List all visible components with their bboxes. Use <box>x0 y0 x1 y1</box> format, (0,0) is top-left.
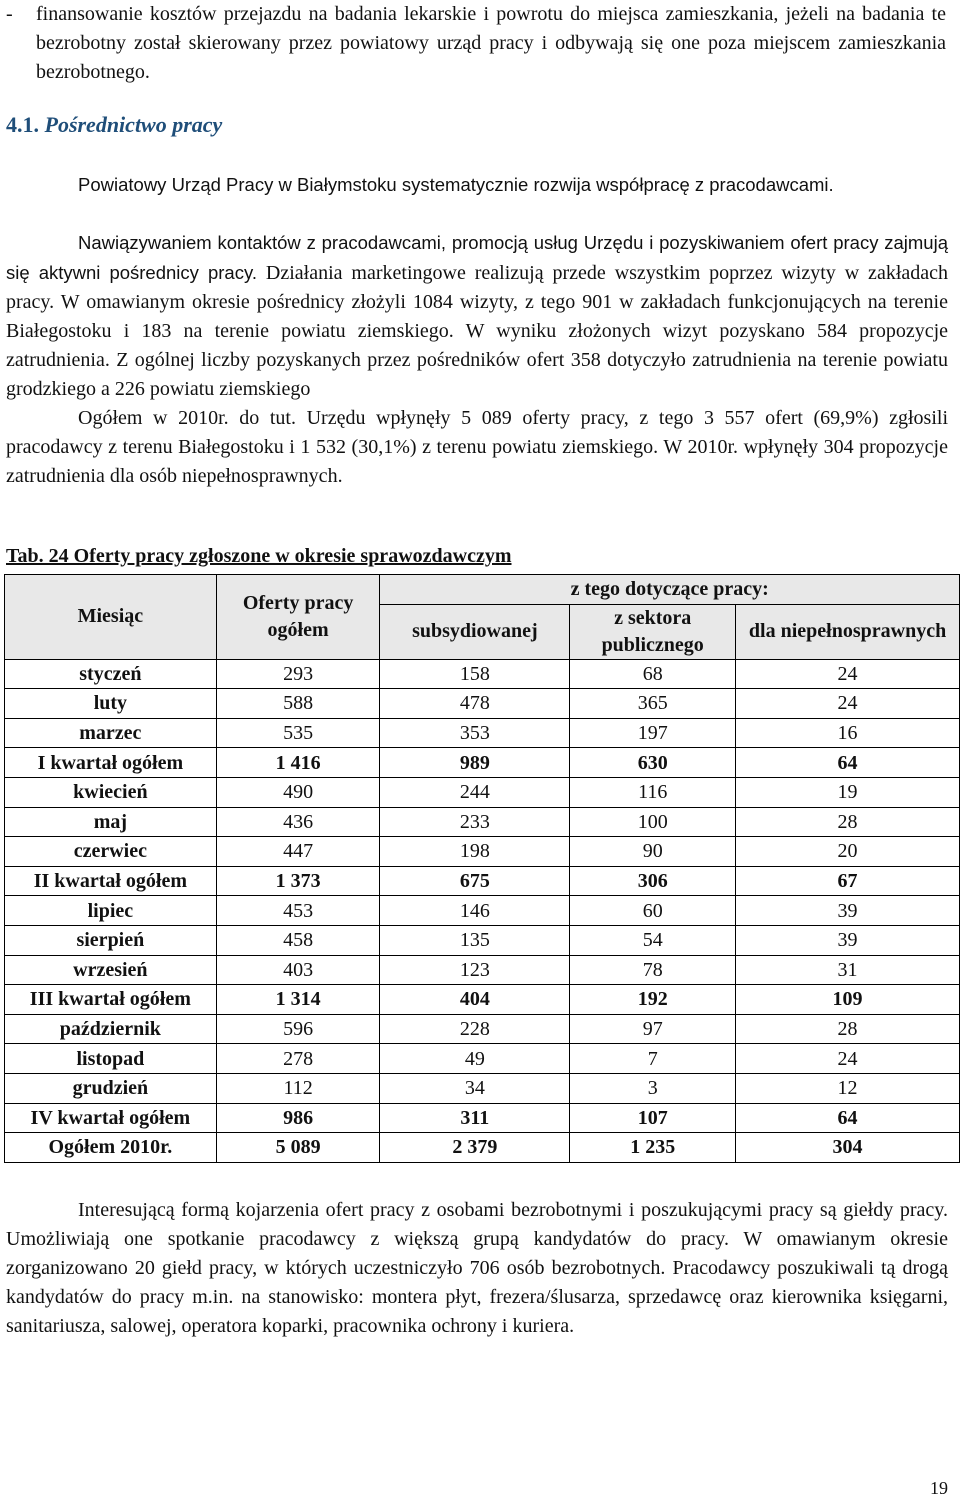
cell-month: luty <box>5 689 217 719</box>
cell-disabled: 64 <box>736 1103 960 1133</box>
cell-total: 436 <box>216 807 380 837</box>
cell-month: listopad <box>5 1044 217 1074</box>
cell-subsidized: 478 <box>380 689 570 719</box>
cell-public: 78 <box>570 955 736 985</box>
cell-total: 278 <box>216 1044 380 1074</box>
cell-subsidized: 675 <box>380 866 570 896</box>
cell-total: 535 <box>216 718 380 748</box>
cell-public: 306 <box>570 866 736 896</box>
cell-subsidized: 49 <box>380 1044 570 1074</box>
cell-disabled: 12 <box>736 1073 960 1103</box>
cell-disabled: 28 <box>736 1014 960 1044</box>
cell-month: kwiecień <box>5 777 217 807</box>
cell-month: wrzesień <box>5 955 217 985</box>
cell-subsidized: 353 <box>380 718 570 748</box>
header-month: Miesiąc <box>5 575 217 660</box>
cell-disabled: 28 <box>736 807 960 837</box>
table-row <box>5 1103 960 1133</box>
cell-public: 630 <box>570 748 736 778</box>
cell-month: sierpień <box>5 925 217 955</box>
cell-month: maj <box>5 807 217 837</box>
cell-subsidized: 34 <box>380 1073 570 1103</box>
cell-public: 365 <box>570 689 736 719</box>
cell-month: III kwartał ogółem <box>5 985 217 1015</box>
cell-subsidized: 198 <box>380 837 570 867</box>
table-row <box>5 1014 960 1044</box>
cell-public: 116 <box>570 777 736 807</box>
paragraph-agents-sans: Nawiązywaniem kontaktów z pracodawcami, promocją usług Urzędu i pozyskiwaniem ofert pracy zajmują się aktywni pośrednicy pracy. <box>6 232 948 283</box>
table-row <box>5 925 960 955</box>
table-row <box>5 807 960 837</box>
paragraph-agents <box>6 228 948 491</box>
section-number: 4.1. <box>6 112 39 137</box>
cell-subsidized: 135 <box>380 925 570 955</box>
header-total: Oferty pracy ogółem <box>216 575 380 660</box>
cell-disabled: 304 <box>736 1133 960 1163</box>
header-subsidized: subsydiowanej <box>380 604 570 659</box>
paragraph-job-fairs <box>6 1196 948 1341</box>
cell-month: październik <box>5 1014 217 1044</box>
table-row <box>5 1044 960 1074</box>
header-group: z tego dotyczące pracy: <box>380 575 960 605</box>
cell-disabled: 39 <box>736 896 960 926</box>
table-body <box>5 659 960 1162</box>
cell-total: 458 <box>216 925 380 955</box>
cell-public: 60 <box>570 896 736 926</box>
cell-public: 68 <box>570 659 736 689</box>
cell-disabled: 24 <box>736 1044 960 1074</box>
cell-total: 1 373 <box>216 866 380 896</box>
table-row <box>5 896 960 926</box>
cell-subsidized: 123 <box>380 955 570 985</box>
table-row <box>5 1073 960 1103</box>
cell-total: 986 <box>216 1103 380 1133</box>
cell-month: I kwartał ogółem <box>5 748 217 778</box>
table-row <box>5 777 960 807</box>
section-heading <box>6 112 222 138</box>
cell-public: 3 <box>570 1073 736 1103</box>
bullet-text: finansowanie kosztów przejazdu na badania lekarskie i powrotu do miejsca zamieszkania, jeżeli na badania te bezrobotny został skierowany przez powiatowy urząd pracy i odbywają się one poza miejscem zamieszkania bezrobotnego. <box>36 3 946 83</box>
cell-total: 588 <box>216 689 380 719</box>
header-public-sector: z sektora publicznego <box>570 604 736 659</box>
cell-public: 100 <box>570 807 736 837</box>
cell-subsidized: 2 379 <box>380 1133 570 1163</box>
cell-subsidized: 244 <box>380 777 570 807</box>
paragraph-cooperation <box>6 170 948 199</box>
paragraph-job-fairs-text: Interesującą formą kojarzenia ofert pracy z osobami bezrobotnymi i poszukującymi pracy są giełdy pracy. Umożliwiają one spotkanie pracodawcy z większą grupą kandydatów do pracy. W omawianym okresie zorganizowano 20 giełd pracy, w których uczestniczyło 706 osób bezrobotnych. Pracodawcy poszukiwali tą drogą kandydatów do pracy m.in. na stanowisko: montera płyt, frezera/ślusarza, sprzedawcę oraz kierownika księgarni, sanitariusza, salowej, operatora koparki, pracownika ochrony i kuriera. <box>6 1199 948 1337</box>
cell-total: 112 <box>216 1073 380 1103</box>
section-title: Pośrednictwo pracy <box>44 112 223 137</box>
cell-public: 107 <box>570 1103 736 1133</box>
cell-subsidized: 404 <box>380 985 570 1015</box>
cell-subsidized: 228 <box>380 1014 570 1044</box>
cell-month: lipiec <box>5 896 217 926</box>
cell-month: II kwartał ogółem <box>5 866 217 896</box>
cell-disabled: 64 <box>736 748 960 778</box>
table-row <box>5 689 960 719</box>
intro-bullet <box>6 0 946 87</box>
bullet-dash: - <box>6 3 13 25</box>
cell-month: Ogółem 2010r. <box>5 1133 217 1163</box>
cell-total: 596 <box>216 1014 380 1044</box>
cell-public: 192 <box>570 985 736 1015</box>
job-offers-table <box>4 574 960 1163</box>
cell-total: 447 <box>216 837 380 867</box>
table-row <box>5 866 960 896</box>
cell-public: 1 235 <box>570 1133 736 1163</box>
cell-subsidized: 311 <box>380 1103 570 1133</box>
cell-disabled: 19 <box>736 777 960 807</box>
cell-public: 7 <box>570 1044 736 1074</box>
cell-total: 1 416 <box>216 748 380 778</box>
cell-total: 5 089 <box>216 1133 380 1163</box>
cell-total: 490 <box>216 777 380 807</box>
cell-total: 1 314 <box>216 985 380 1015</box>
table-row <box>5 955 960 985</box>
page-number: 19 <box>930 1478 948 1498</box>
table-row <box>5 659 960 689</box>
cell-month: czerwiec <box>5 837 217 867</box>
cell-disabled: 67 <box>736 866 960 896</box>
cell-disabled: 31 <box>736 955 960 985</box>
paragraph-agents-serif: Działania marketingowe realizują przede wszystkim poprzez wizyty w zakładach pracy. W omawianym okresie pośrednicy złożyli 1084 wizyty, z tego 901 w zakładach funkcjonujących na terenie Białegostoku i 183 na terenie powiatu ziemskiego. W wyniku złożonych wizyt pozyskano 584 propozycje zatrudnienia. Z ogólnej liczby pozyskanych przez pośredników ofert 358 dotyczyło zatrudnienia na terenie powiatu grodzkiego a 226 powiatu ziemskiego <box>6 262 949 400</box>
cell-month: grudzień <box>5 1073 217 1103</box>
cell-public: 90 <box>570 837 736 867</box>
cell-subsidized: 233 <box>380 807 570 837</box>
table-row <box>5 1133 960 1163</box>
cell-disabled: 20 <box>736 837 960 867</box>
cell-disabled: 16 <box>736 718 960 748</box>
cell-disabled: 109 <box>736 985 960 1015</box>
cell-subsidized: 989 <box>380 748 570 778</box>
cell-subsidized: 158 <box>380 659 570 689</box>
cell-public: 197 <box>570 718 736 748</box>
table-row <box>5 837 960 867</box>
cell-subsidized: 146 <box>380 896 570 926</box>
cell-month: marzec <box>5 718 217 748</box>
table-caption: Tab. 24 Oferty pracy zgłoszone w okresie sprawozdawczym <box>6 545 512 567</box>
table-row <box>5 748 960 778</box>
cell-public: 54 <box>570 925 736 955</box>
cell-disabled: 39 <box>736 925 960 955</box>
header-disabled: dla niepełnosprawnych <box>736 604 960 659</box>
table-row <box>5 718 960 748</box>
cell-total: 453 <box>216 896 380 926</box>
cell-total: 403 <box>216 955 380 985</box>
cell-month: IV kwartał ogółem <box>5 1103 217 1133</box>
cell-disabled: 24 <box>736 659 960 689</box>
cell-total: 293 <box>216 659 380 689</box>
cell-disabled: 24 <box>736 689 960 719</box>
cell-public: 97 <box>570 1014 736 1044</box>
paragraph-agents-continuation: Ogółem w 2010r. do tut. Urzędu wpłynęły 5 089 oferty pracy, z tego 3 557 ofert (69,9%) zgłosili pracodawcy z terenu Białegostoku i 1 532 (30,1%) z terenu powiatu ziemskiego. W 2010r. wpłynęły 304 propozycje zatrudnienia dla osób niepełnosprawnych. <box>6 407 948 487</box>
cell-month: styczeń <box>5 659 217 689</box>
table-row <box>5 985 960 1015</box>
paragraph-cooperation-text: Powiatowy Urząd Pracy w Białymstoku systematycznie rozwija współpracę z pracodawcami. <box>78 174 834 195</box>
